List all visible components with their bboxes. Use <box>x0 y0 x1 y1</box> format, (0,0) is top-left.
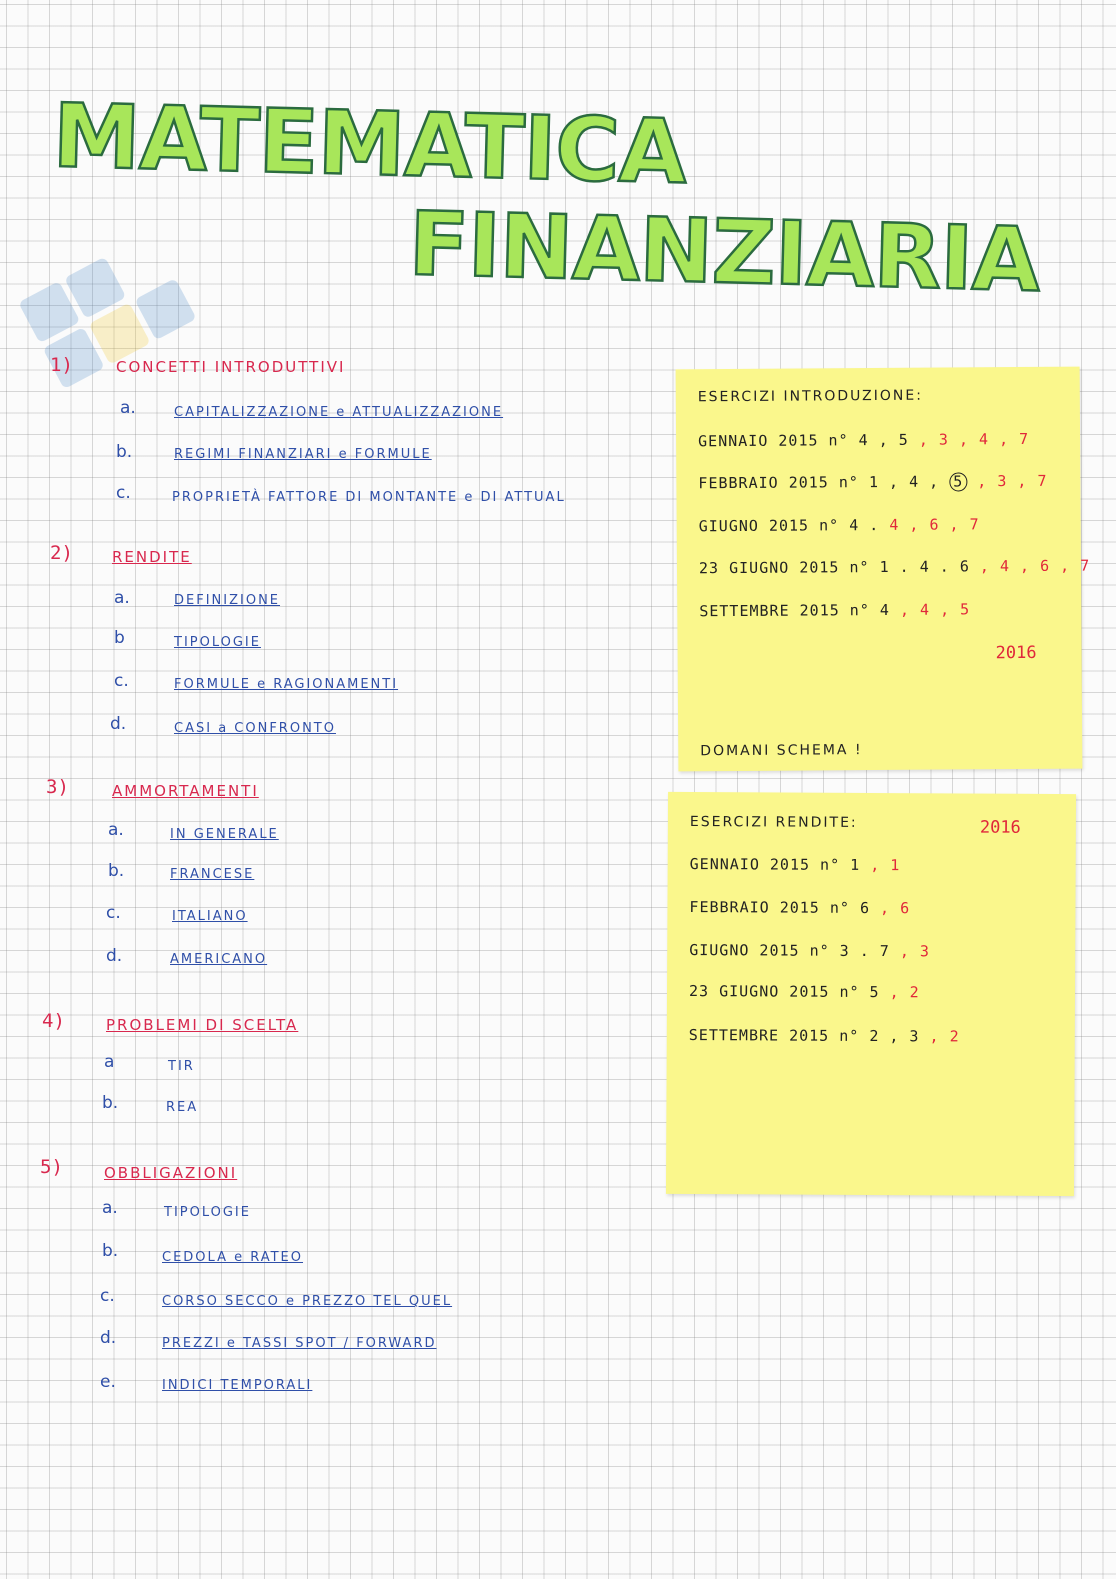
note1-row-nums: n° 1 . 4 . 6 <box>849 557 970 577</box>
note1-row-date: GENNAIO 2015 <box>698 431 819 451</box>
item-5b-text: CEDOLA e RATEO <box>162 1250 304 1265</box>
section-4-number: 4) <box>42 1010 65 1032</box>
item-5b-letter: b. <box>102 1241 119 1261</box>
item-3b-letter: b. <box>108 861 125 881</box>
section-5-number: 5) <box>40 1156 63 1178</box>
sticky-note-introduzione <box>676 367 1091 772</box>
section-1-number: 1) <box>50 354 73 376</box>
item-1a-letter: a. <box>120 398 136 418</box>
item-2b-text: TIPOLOGIE <box>174 635 261 650</box>
item-5e-letter: e. <box>100 1372 116 1392</box>
section-2-number: 2) <box>50 542 73 564</box>
item-2d-text: CASI a CONFRONTO <box>174 721 336 736</box>
section-1-title: CONCETTI INTRODUTTIVI <box>116 358 346 376</box>
note2-year: 2016 <box>979 817 1021 838</box>
note1-row <box>699 600 970 620</box>
note2-row-date: GENNAIO 2015 <box>689 855 811 874</box>
note2-row-date: FEBBRAIO 2015 <box>689 898 820 917</box>
item-3a-letter: a. <box>108 820 124 840</box>
item-5a-text: TIPOLOGIE <box>164 1205 251 1220</box>
item-1b-letter: b. <box>116 442 133 462</box>
item-3c-letter: c. <box>106 903 121 923</box>
note2-row-extra: , 2 <box>919 1027 960 1046</box>
note1-row-extra: , 4 , 6 , 7 <box>969 556 1091 576</box>
note2-row-extra: , 1 <box>860 855 901 875</box>
item-2a-text: DEFINIZIONE <box>174 593 281 608</box>
note2-row-nums: n° 2 , 3 <box>839 1026 920 1046</box>
item-5d-letter: d. <box>100 1328 117 1348</box>
item-5c-text: CORSO SECCO e PREZZO TEL QUEL <box>162 1294 453 1309</box>
note2-row-nums: n° 1 <box>820 855 861 874</box>
note2-row-extra: , 3 <box>889 942 931 961</box>
note2-row <box>689 1026 960 1045</box>
item-2c-letter: c. <box>114 671 129 691</box>
item-5a-letter: a. <box>102 1198 118 1218</box>
note2-heading: ESERCIZI RENDITE: <box>689 814 858 831</box>
note2-row-extra: , 2 <box>879 983 920 1002</box>
item-1a-text: CAPITALIZZAZIONE e ATTUALIZZAZIONE <box>174 405 504 420</box>
note2-row-date: SETTEMBRE 2015 <box>688 1026 830 1045</box>
note2-row <box>690 855 901 874</box>
note1-row-date: GIUGNO 2015 <box>698 516 810 536</box>
item-5e-text: INDICI TEMPORALI <box>162 1378 313 1393</box>
section-5-title: OBBLIGAZIONI <box>104 1164 238 1182</box>
item-4b-letter: b. <box>102 1093 119 1113</box>
section-2-title: RENDITE <box>112 548 192 566</box>
note1-row <box>699 557 1090 578</box>
note1-heading: ESERCIZI INTRODUZIONE: <box>697 387 923 406</box>
note2-row-nums: n° 5 <box>839 982 880 1002</box>
item-1c-text: PROPRIETÀ FATTORE DI MONTANTE e DI ATTUAL <box>172 490 566 505</box>
note1-row-circled-number: 5 <box>949 472 967 491</box>
note2-row-nums: n° 3 . 7 <box>809 941 890 961</box>
note2-row <box>689 898 910 917</box>
section-3-title: AMMORTAMENTI <box>112 782 259 800</box>
note2-row-date: GIUGNO 2015 <box>689 941 800 960</box>
item-3d-text: AMERICANO <box>170 952 268 967</box>
item-2a-letter: a. <box>114 588 130 608</box>
note1-row <box>698 472 1047 493</box>
note1-row-nums: n° 4 . <box>819 515 880 535</box>
item-3a-text: IN GENERALE <box>170 827 279 842</box>
section-4-title: PROBLEMI DI SCELTA <box>106 1016 299 1034</box>
note1-row <box>699 515 980 535</box>
item-4a-letter: a <box>104 1052 115 1072</box>
section-3-number: 3) <box>46 776 69 798</box>
note1-year: 2016 <box>995 642 1037 664</box>
note1-row-nums: n° 1 , 4 , <box>838 472 940 492</box>
page-title-line2: FINANZIARIA <box>407 192 1041 312</box>
item-2d-letter: d. <box>110 714 127 734</box>
note1-row-nums: n° 4 <box>849 600 890 620</box>
item-4a-text: TIR <box>168 1059 195 1074</box>
note1-row <box>698 430 1029 450</box>
item-2b-letter: b <box>114 628 125 648</box>
sticky-note-rendite <box>666 792 1076 1196</box>
item-5d-text: PREZZI e TASSI SPOT / FORWARD <box>162 1336 437 1351</box>
note2-row-nums: n° 6 <box>829 898 871 917</box>
note1-row-extra: , 3 , 7 <box>967 471 1048 491</box>
note1-row-extra: , 3 , 4 , 7 <box>908 429 1030 449</box>
item-5c-letter: c. <box>100 1286 115 1306</box>
note2-row-date: 23 GIUGNO 2015 <box>688 982 830 1001</box>
item-3b-text: FRANCESE <box>170 867 255 882</box>
page-title-line1: MATEMATICA <box>51 84 688 204</box>
item-2c-text: FORMULE e RAGIONAMENTI <box>174 677 399 692</box>
note2-row <box>689 982 920 1001</box>
note1-row-extra: 4 , 6 , 7 <box>879 515 980 534</box>
note2-row <box>689 941 930 960</box>
item-4b-text: REA <box>166 1100 199 1115</box>
note1-row-extra: , 4 , 5 <box>889 600 971 619</box>
item-3c-text: ITALIANO <box>172 909 248 924</box>
note1-row-date: SETTEMBRE 2015 <box>699 601 840 621</box>
note1-row-date: FEBBRAIO 2015 <box>698 473 829 493</box>
item-1b-text: REGIMI FINANZIARI e FORMULE <box>174 447 432 462</box>
note1-row-nums: n° 4 , 5 <box>828 430 909 450</box>
item-3d-letter: d. <box>106 946 123 966</box>
note1-row-date: 23 GIUGNO 2015 <box>698 558 840 578</box>
note1-footer: DOMANI SCHEMA ! <box>700 742 863 760</box>
note2-row-extra: , 6 <box>869 898 911 918</box>
item-1c-letter: c. <box>116 483 131 503</box>
